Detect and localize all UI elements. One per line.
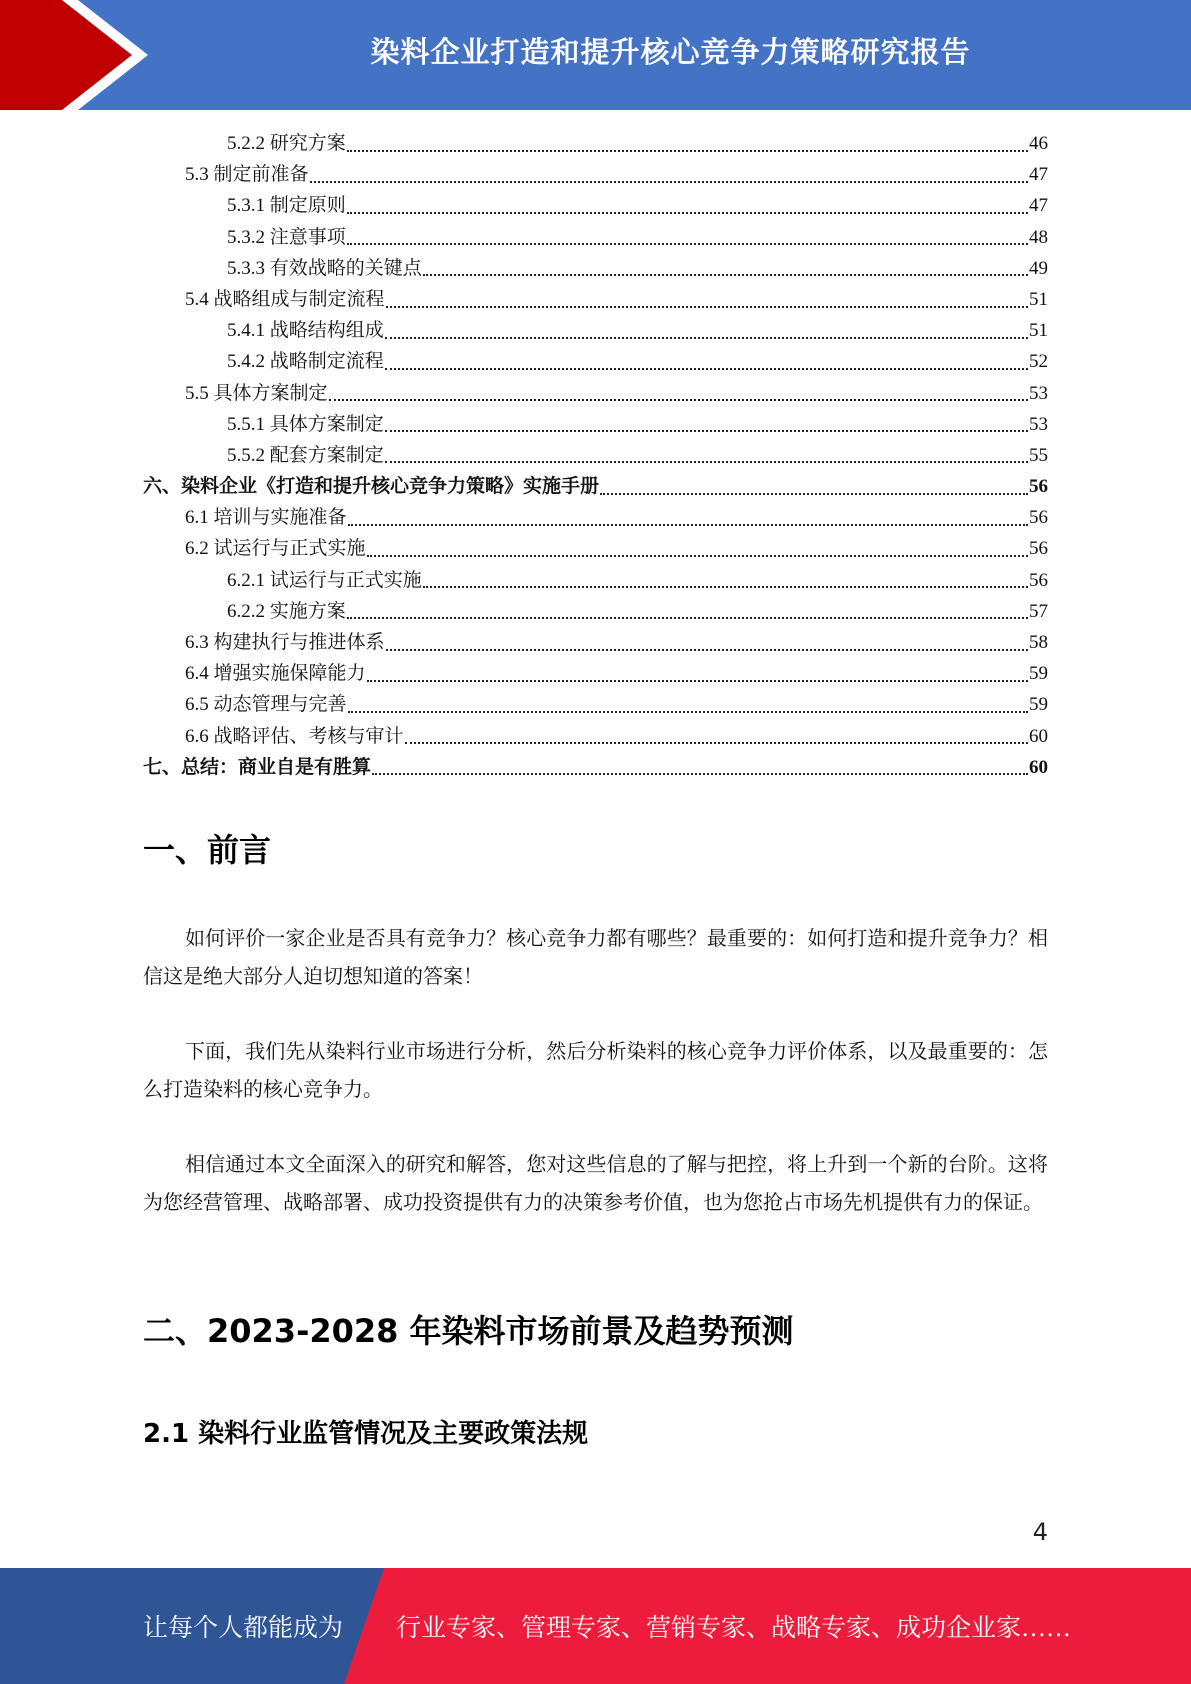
toc-entry[interactable] — [143, 596, 1048, 627]
toc-entry[interactable] — [143, 253, 1048, 284]
header-arrow-decoration — [0, 0, 160, 110]
toc-leader-dots — [348, 524, 1028, 526]
subsection-heading-regulation: 2.1 染料行业监管情况及主要政策法规 — [143, 1419, 589, 1449]
toc-entry[interactable] — [143, 752, 1048, 783]
toc-leader-dots — [310, 181, 1028, 183]
toc-entry-label: 七、总结：商业自是有胜算 — [143, 756, 372, 778]
toc-entry-page: 49 — [1029, 257, 1048, 279]
toc-entry-page: 53 — [1029, 382, 1048, 404]
footer-slogan-right: 行业专家、管理专家、营销专家、战略专家、成功企业家…… — [396, 1615, 1072, 1642]
toc-leader-dots — [367, 680, 1028, 682]
toc-entry-page: 51 — [1029, 288, 1048, 310]
toc-leader-dots — [348, 711, 1028, 713]
section-heading-market-forecast: 二、2023-2028 年染料市场前景及趋势预测 — [143, 1312, 794, 1350]
toc-entry-page: 47 — [1029, 164, 1048, 186]
toc-leader-dots — [385, 430, 1028, 432]
preface-paragraph-2: 下面，我们先从染料行业市场进行分析，然后分析染料的核心竞争力评价体系，以及最重要的：怎么打造染料的核心竞争力。 — [143, 1041, 1048, 1101]
toc-entry-page: 60 — [1029, 725, 1048, 747]
toc-entry-label: 6.6 战略评估、考核与审计 — [185, 725, 404, 747]
toc-entry[interactable] — [143, 471, 1048, 502]
toc-entry-label: 5.4.1 战略结构组成 — [227, 320, 384, 342]
toc-entry-page: 60 — [1029, 756, 1048, 778]
toc-entry-label: 5.5 具体方案制定 — [185, 382, 328, 404]
toc-entry-page: 56 — [1029, 538, 1048, 560]
toc-entry-label: 5.5.2 配套方案制定 — [227, 444, 384, 466]
toc-entry-page: 51 — [1029, 320, 1048, 342]
toc-entry-page: 59 — [1029, 663, 1048, 685]
toc-entry-page: 48 — [1029, 226, 1048, 248]
toc-entry-page: 55 — [1029, 444, 1048, 466]
toc-entry[interactable] — [143, 346, 1048, 377]
toc-entry-label: 6.1 培训与实施准备 — [185, 507, 347, 529]
toc-leader-dots — [367, 555, 1028, 557]
toc-leader-dots — [329, 399, 1028, 401]
toc-entry[interactable] — [143, 721, 1048, 752]
toc-entry-page: 52 — [1029, 351, 1048, 373]
toc-leader-dots — [347, 243, 1028, 245]
toc-entry[interactable] — [143, 378, 1048, 409]
footer-slogan-left: 让每个人都能成为 — [143, 1615, 344, 1642]
toc-entry-label: 6.4 增强实施保障能力 — [185, 663, 366, 685]
toc-entry[interactable] — [143, 627, 1048, 658]
toc-leader-dots — [600, 493, 1028, 495]
toc-leader-dots — [347, 150, 1028, 152]
toc-entry[interactable] — [143, 409, 1048, 440]
toc-entry[interactable] — [143, 689, 1048, 720]
toc-entry-label: 5.2.2 研究方案 — [227, 133, 346, 154]
toc-entry-label: 5.3.3 有效战略的关键点 — [227, 257, 422, 279]
toc-entry[interactable] — [143, 533, 1048, 564]
toc-entry-label: 6.2 试运行与正式实施 — [185, 538, 366, 560]
toc-entry[interactable] — [143, 128, 1048, 159]
table-of-contents — [143, 128, 1048, 783]
toc-entry-label: 5.3 制定前准备 — [185, 164, 309, 186]
toc-entry[interactable] — [143, 658, 1048, 689]
toc-entry-label: 5.5.1 具体方案制定 — [227, 413, 384, 435]
toc-entry-label: 6.2.1 试运行与正式实施 — [227, 569, 422, 591]
toc-entry-label: 5.3.1 制定原则 — [227, 195, 346, 217]
toc-entry[interactable] — [143, 315, 1048, 346]
toc-entry-label: 6.3 构建执行与推进体系 — [185, 632, 385, 653]
toc-entry-page: 47 — [1029, 195, 1048, 217]
toc-leader-dots — [385, 461, 1028, 463]
toc-entry-page: 56 — [1029, 569, 1048, 591]
toc-entry[interactable] — [143, 440, 1048, 471]
toc-leader-dots — [386, 306, 1028, 308]
toc-leader-dots — [372, 773, 1028, 775]
toc-entry-page: 58 — [1029, 632, 1048, 653]
toc-leader-dots — [423, 274, 1028, 276]
toc-leader-dots — [385, 368, 1028, 370]
toc-leader-dots — [347, 617, 1028, 619]
toc-entry-page: 59 — [1029, 694, 1048, 716]
page-header — [0, 0, 1191, 110]
page-footer — [0, 1568, 1191, 1684]
page-number: 4 — [1032, 1518, 1048, 1546]
preface-paragraph-1: 如何评价一家企业是否具有竞争力？核心竞争力都有哪些？最重要的：如何打造和提升竞争力？相信这是绝大部分人迫切想知道的答案！ — [143, 928, 1048, 988]
toc-entry[interactable] — [143, 284, 1048, 315]
preface-paragraph-3: 相信通过本文全面深入的研究和解答，您对这些信息的了解与把控，将上升到一个新的台阶。这将为您经营管理、战略部署、成功投资提供有力的决策参考价值，也为您抢占市场先机提供有力的保证。 — [143, 1154, 1048, 1214]
toc-entry-page: 56 — [1029, 476, 1048, 498]
toc-entry-label: 5.4 战略组成与制定流程 — [185, 288, 385, 310]
toc-leader-dots — [386, 649, 1028, 651]
toc-leader-dots — [347, 212, 1028, 214]
toc-leader-dots — [405, 742, 1028, 744]
toc-entry-page: 53 — [1029, 413, 1048, 435]
toc-leader-dots — [423, 586, 1028, 588]
toc-entry-page: 56 — [1029, 507, 1048, 529]
toc-entry[interactable] — [143, 502, 1048, 533]
header-title: 染料企业打造和提升核心竞争力策略研究报告 — [370, 34, 971, 69]
toc-entry-page: 57 — [1029, 600, 1048, 622]
toc-entry-label: 5.3.2 注意事项 — [227, 226, 346, 248]
toc-entry-page: 46 — [1029, 133, 1048, 154]
toc-entry-label: 5.4.2 战略制定流程 — [227, 351, 384, 373]
toc-entry[interactable] — [143, 222, 1048, 253]
toc-entry-label: 6.5 动态管理与完善 — [185, 694, 347, 716]
toc-leader-dots — [385, 337, 1028, 339]
section-heading-preface: 一、前言 — [143, 831, 272, 869]
toc-entry[interactable] — [143, 565, 1048, 596]
toc-entry[interactable] — [143, 190, 1048, 221]
toc-entry-label: 六、染料企业《打造和提升核心竞争力策略》实施手册 — [143, 476, 600, 498]
toc-entry-label: 6.2.2 实施方案 — [227, 600, 346, 622]
toc-entry[interactable] — [143, 159, 1048, 190]
